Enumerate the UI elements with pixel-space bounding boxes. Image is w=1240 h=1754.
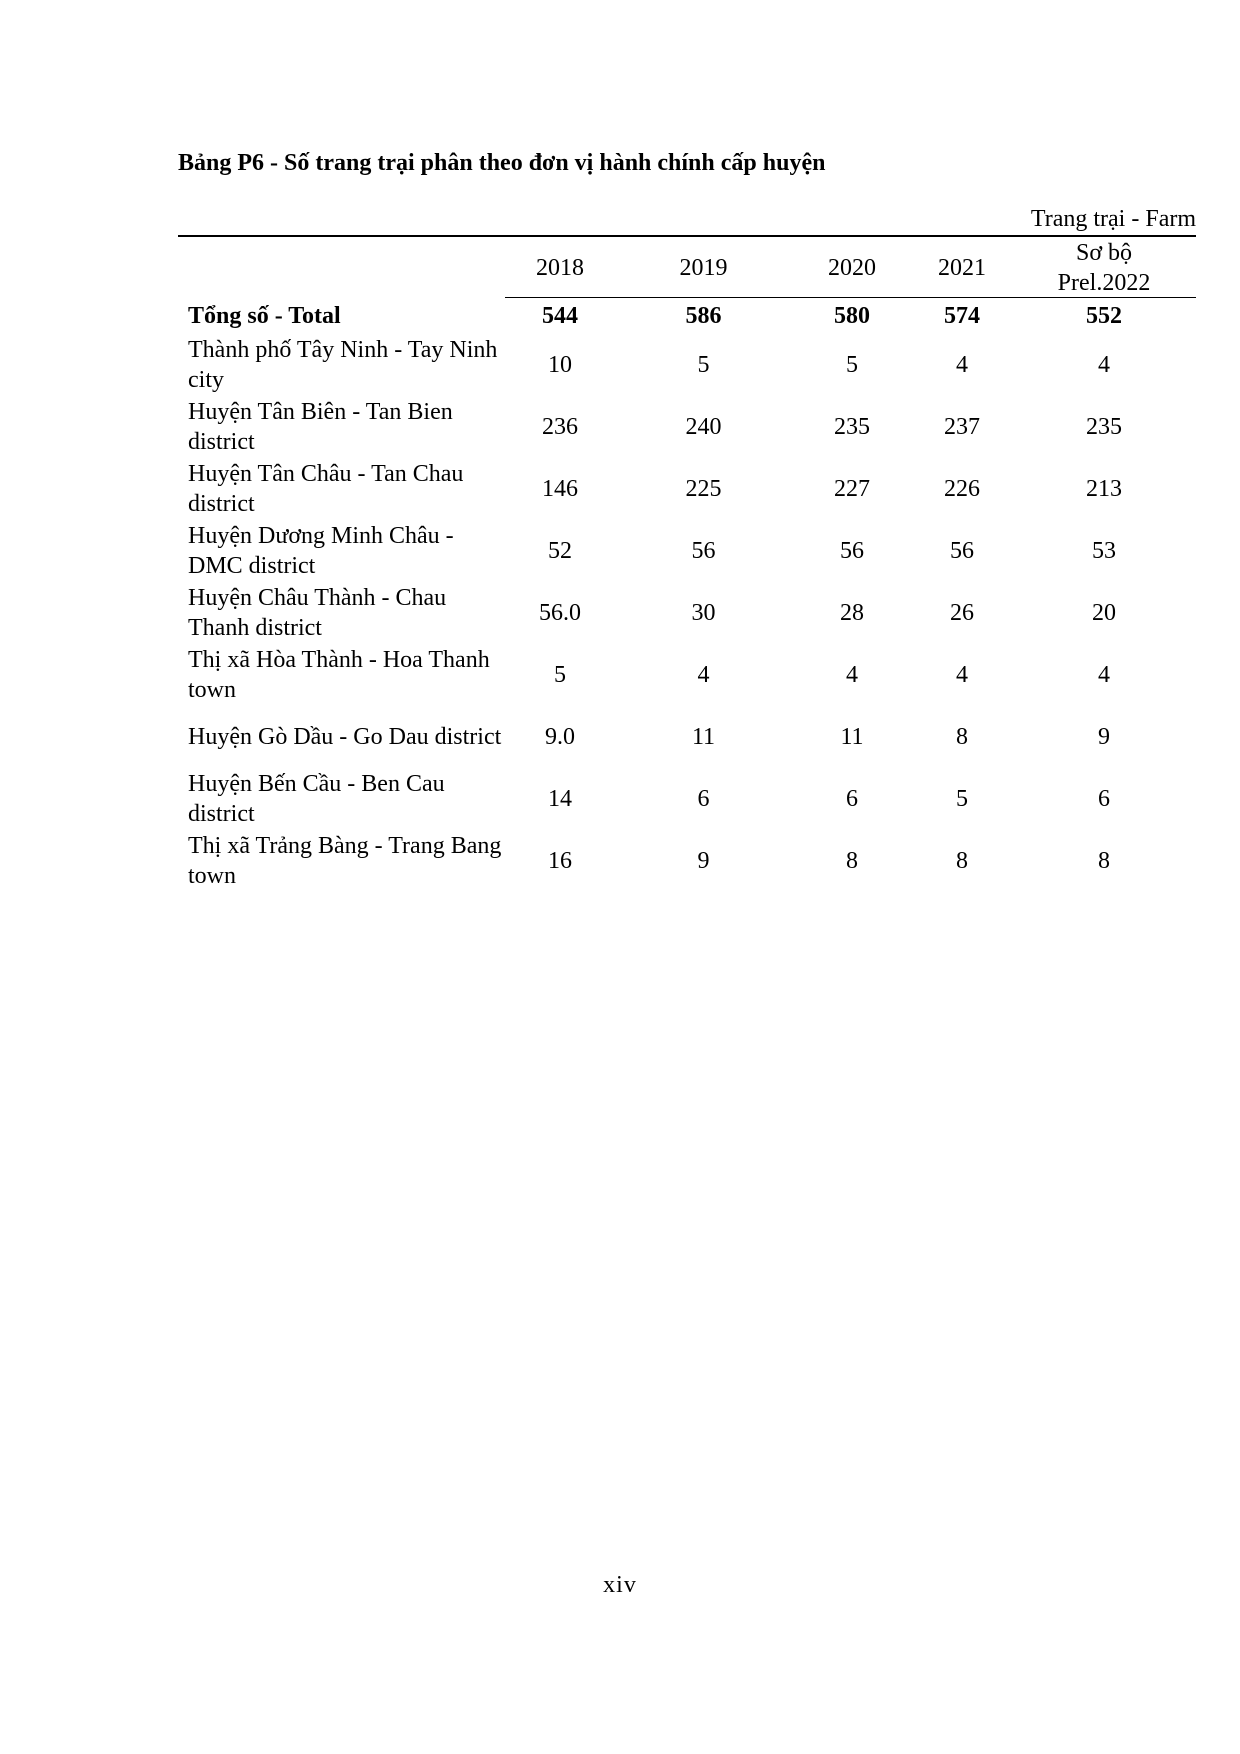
- cell-2019: 6: [697, 786, 710, 812]
- cell-2021: 4: [956, 352, 968, 378]
- table-row: [178, 768, 1196, 830]
- row-label: Thị xã Hòa Thành - Hoa Thanh town: [188, 647, 490, 703]
- page-title: Bảng P6 - Số trang trại phân theo đơn vị hành chính cấp huyện: [178, 150, 826, 176]
- cell-2020: 227: [834, 476, 870, 502]
- table-row: [178, 830, 1196, 892]
- header-year-2021: 2021: [938, 255, 986, 281]
- cell-2018: 16: [548, 848, 572, 874]
- cell-2021: 26: [950, 600, 974, 626]
- cell-2019: 4: [697, 662, 710, 688]
- row-label: Huyện Tân Biên - Tan Bien district: [188, 399, 453, 455]
- cell-2020: 11: [840, 724, 864, 750]
- cell-2018: 14: [548, 786, 572, 812]
- header-prel-line1: Sơ bộ: [1075, 240, 1133, 266]
- cell-prel-2022: 213: [1086, 476, 1122, 502]
- cell-2019: 11: [691, 724, 716, 750]
- table-row: [178, 396, 1196, 458]
- header-prel-2022: [1012, 238, 1196, 298]
- cell-2018: 10: [548, 352, 572, 378]
- table-header-row: [178, 238, 1196, 298]
- table-row: [178, 706, 1196, 768]
- cell-2020: 8: [846, 848, 858, 874]
- row-label: Huyện Bến Cầu - Ben Cau district: [188, 771, 445, 827]
- cell-2019: 56: [691, 538, 716, 564]
- cell-2021: 574: [944, 303, 980, 329]
- table-row: [178, 334, 1196, 396]
- farm-count-table: [178, 238, 1196, 892]
- cell-2021: 56: [950, 538, 974, 564]
- cell-2021: 237: [944, 414, 980, 440]
- cell-2018: 146: [542, 476, 578, 502]
- cell-prel-2022: 8: [1098, 848, 1110, 874]
- cell-2018: 236: [542, 414, 578, 440]
- unit-label: Trang trại - Farm: [1030, 206, 1196, 232]
- cell-2019: 30: [691, 600, 716, 626]
- cell-2018: 56.0: [539, 600, 581, 626]
- row-label: Thị xã Trảng Bàng - Trang Bang town: [188, 833, 502, 889]
- cell-2019: 240: [685, 414, 722, 440]
- header-year-2020: 2020: [828, 255, 876, 281]
- cell-2020: 56: [840, 538, 864, 564]
- cell-prel-2022: 4: [1098, 662, 1110, 688]
- table-row: [178, 458, 1196, 520]
- cell-2018: 52: [548, 538, 572, 564]
- cell-2019: 586: [685, 303, 722, 329]
- cell-2021: 8: [956, 724, 968, 750]
- table-top-rule: [178, 235, 1196, 237]
- cell-prel-2022: 6: [1098, 786, 1110, 812]
- row-label: Huyện Tân Châu - Tan Chau district: [188, 461, 464, 517]
- cell-2021: 4: [956, 662, 968, 688]
- cell-2020: 28: [840, 600, 864, 626]
- cell-2021: 8: [956, 848, 968, 874]
- row-label: Tổng số - Total: [188, 303, 341, 329]
- table-row-total: [178, 298, 1196, 334]
- cell-2021: 226: [944, 476, 980, 502]
- cell-2019: 5: [697, 352, 710, 378]
- cell-2020: 5: [846, 352, 858, 378]
- cell-prel-2022: 53: [1092, 538, 1116, 564]
- header-empty-cell: [178, 238, 505, 298]
- header-prel-line2: Prel.2022: [1057, 270, 1151, 296]
- cell-2020: 235: [834, 414, 870, 440]
- cell-2019: 9: [697, 848, 710, 874]
- cell-prel-2022: 20: [1092, 600, 1116, 626]
- page-number: xiv: [603, 1572, 637, 1598]
- cell-2020: 6: [846, 786, 858, 812]
- cell-prel-2022: 552: [1086, 303, 1122, 329]
- cell-2019: 225: [685, 476, 722, 502]
- row-label: Thành phố Tây Ninh - Tay Ninh city: [188, 337, 498, 393]
- header-year-2019: 2019: [679, 255, 728, 281]
- row-label: Huyện Gò Dầu - Go Dau district: [188, 724, 502, 750]
- table-row: [178, 644, 1196, 706]
- row-label: Huyện Châu Thành - Chau Thanh district: [188, 585, 447, 641]
- cell-2018: 5: [554, 662, 566, 688]
- table-row: [178, 582, 1196, 644]
- cell-2018: 544: [542, 303, 578, 329]
- cell-2021: 5: [956, 786, 968, 812]
- cell-2020: 580: [834, 303, 870, 329]
- row-label: Huyện Dương Minh Châu - DMC district: [188, 523, 454, 579]
- cell-2020: 4: [846, 662, 858, 688]
- header-year-2018: 2018: [536, 255, 584, 281]
- cell-prel-2022: 9: [1098, 724, 1110, 750]
- cell-prel-2022: 4: [1098, 352, 1110, 378]
- cell-2018: 9.0: [545, 724, 575, 750]
- table-row: [178, 520, 1196, 582]
- cell-prel-2022: 235: [1086, 414, 1122, 440]
